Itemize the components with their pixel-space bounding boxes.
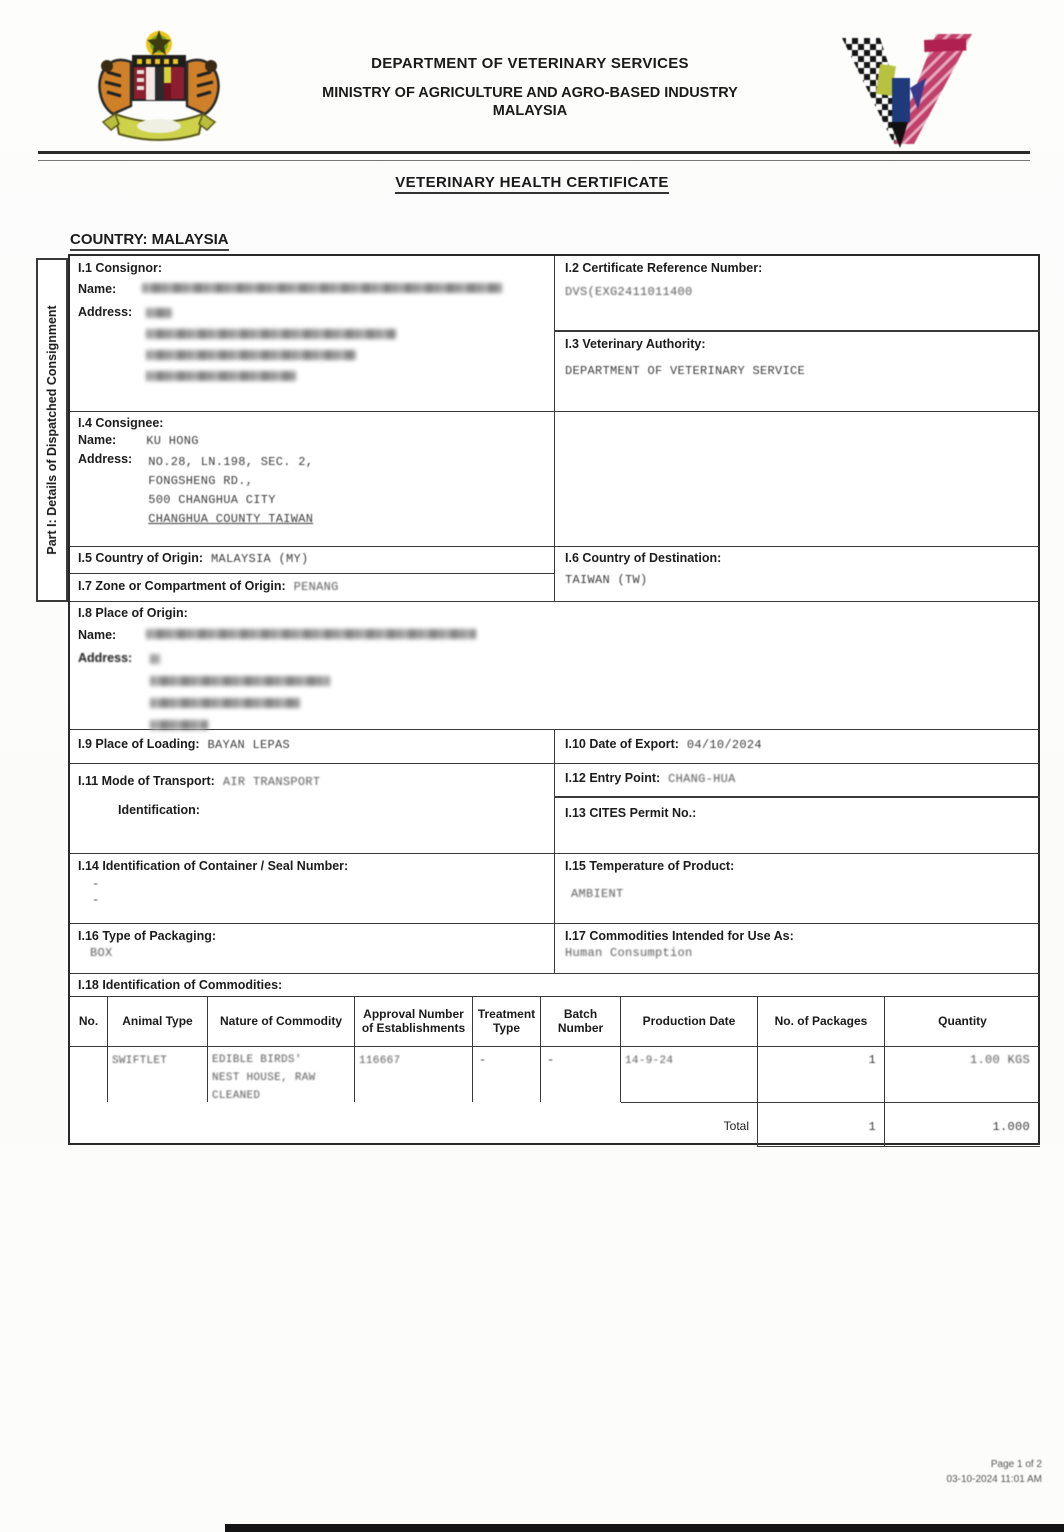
i10-value: 04/10/2024 [686,738,762,752]
field-i7-zone-of-origin [70,574,555,602]
i1-name-redacted [142,283,502,293]
i6-value: TAIWAN (TW) [565,573,648,587]
i5-label: I.5 Country of Origin: [78,551,203,565]
footer-timestamp: 03-10-2024 11:01 AM [946,1474,1042,1485]
department-title: DEPARTMENT OF VETERINARY SERVICES [371,55,689,72]
page-footer [947,1457,1042,1487]
header-text-block [250,55,810,119]
total-quantity-cell: 1.000 [885,1102,1040,1147]
i7-value: PENANG [293,580,339,594]
row-approval: 116667 [355,1047,473,1102]
field-i14-container-seal [70,854,555,924]
col-batch: Batch Number [541,997,621,1047]
col-production-date: Production Date [621,997,758,1047]
field-i12-entry-point [555,764,1040,797]
col-animal-type: Animal Type [108,997,208,1047]
i6-label: I.6 Country of Destination: [565,551,722,565]
row-batch: - [541,1047,621,1102]
i14-label: I.14 Identification of Container / Seal Number: [78,859,349,873]
i4-address-label: Address: [78,452,133,466]
i7-label: I.7 Zone or Compartment of Origin: [78,579,286,593]
i12-value: CHANG-HUA [668,772,736,786]
col-no: No. [70,997,108,1047]
i4-address-line2: FONGSHENG RD., [148,474,254,488]
document-title: VETERINARY HEALTH CERTIFICATE [0,174,1064,192]
i4-name-label: Name: [78,433,117,447]
row-nature: EDIBLE BIRDS' NEST HOUSE, RAW CLEANED [208,1047,355,1102]
field-i18-identification-of-commodities [70,974,1040,997]
footer-page-number: Page 1 of 2 [990,1459,1042,1470]
i5-value: MALAYSIA (MY) [211,552,309,566]
i3-label: I.3 Veterinary Authority: [565,337,706,351]
i16-value: BOX [90,946,113,960]
total-packages-cell: 1 [758,1102,885,1147]
col-packages: No. of Packages [758,997,885,1047]
empty-cell [555,412,1040,547]
i9-label: I.9 Place of Loading: [78,737,200,751]
field-i1-consignor [70,256,555,412]
scan-edge-bar [225,1524,1064,1532]
i15-value: AMBIENT [571,887,624,901]
field-i11-mode-of-transport [70,764,555,854]
malaysia-coat-of-arms-icon [85,22,233,152]
field-i9-place-of-loading [70,730,555,764]
i4-label: I.4 Consignee: [78,416,164,430]
country-name: MALAYSIA [492,103,568,119]
i14-dash-1: - [92,877,100,891]
i12-label: I.12 Entry Point: [565,771,661,785]
field-i8-place-of-origin [70,602,1040,730]
row-animal-type: SWIFTLET [108,1047,208,1102]
i8-name-label: Name: [78,628,117,642]
row-quantity: 1.00 KGS [969,1053,1030,1067]
i13-label: I.13 CITES Permit No.: [565,806,697,820]
dvs-v-logo-icon [828,26,986,154]
i4-address-line1: NO.28, LN.198, SEC. 2, [148,455,314,469]
i2-value: DVS(EXG2411011400 [565,285,693,299]
field-i16-packaging [70,924,555,974]
field-i2-certificate-reference [555,256,1040,331]
i2-label: I.2 Certificate Reference Number: [565,261,763,275]
certificate-form [68,254,1040,1145]
i18-label: I.18 Identification of Commodities: [78,978,283,992]
field-i3-veterinary-authority [555,331,1040,412]
i17-label: I.17 Commodities Intended for Use As: [565,929,794,943]
i11-value: AIR TRANSPORT [222,775,321,789]
field-i6-country-of-destination [555,547,1040,602]
i10-label: I.10 Date of Export: [565,737,679,751]
country-heading: COUNTRY: MALAYSIA [70,231,229,251]
i8-name-redacted [146,629,476,639]
i15-label: I.15 Temperature of Product: [565,859,735,873]
field-i17-commodities-use [555,924,1040,974]
i1-name-label: Name: [78,282,117,296]
col-treatment: Treatment Type [473,997,541,1047]
i11-identification-label: Identification: [118,803,200,817]
row-production-date: 14-9-24 [621,1047,758,1102]
header-divider [38,151,1030,161]
ministry-title: MINISTRY OF AGRICULTURE AND AGRO-BASED INDUSTRY [322,85,738,101]
row-treatment: - [473,1047,541,1102]
total-label-cell: Total [621,1102,758,1147]
i8-label: I.8 Place of Origin: [78,606,188,620]
i16-label: I.16 Type of Packaging: [78,929,217,943]
i1-address-label: Address: [78,305,133,319]
field-i4-consignee [70,412,555,547]
i8-address-label: Address: [78,651,133,665]
i17-value: Human Consumption [565,946,693,960]
i1-label: I.1 Consignor: [78,261,163,275]
i14-dash-2: - [92,893,100,907]
field-i13-cites-permit [555,797,1040,854]
i3-value: DEPARTMENT OF VETERINARY SERVICE [565,364,806,378]
col-nature: Nature of Commodity [208,997,355,1047]
field-i5-country-of-origin [70,547,555,574]
row-packages: 1 [758,1047,885,1102]
i9-value: BAYAN LEPAS [207,738,291,752]
col-quantity: Quantity [885,997,1040,1047]
part1-vertical-label: Part I: Details of Dispatched Consignment [36,258,68,602]
i4-name-value: KU HONG [146,434,199,448]
i4-address-line3: 500 CHANGHUA CITY [148,493,276,507]
field-i10-date-of-export [555,730,1040,764]
col-approval: Approval Number of Establishments [355,997,473,1047]
i11-label: I.11 Mode of Transport: [78,774,215,788]
field-i15-temperature [555,854,1040,924]
i4-address-line4: CHANGHUA COUNTY TAIWAN [148,512,314,526]
row-no [70,1047,108,1102]
